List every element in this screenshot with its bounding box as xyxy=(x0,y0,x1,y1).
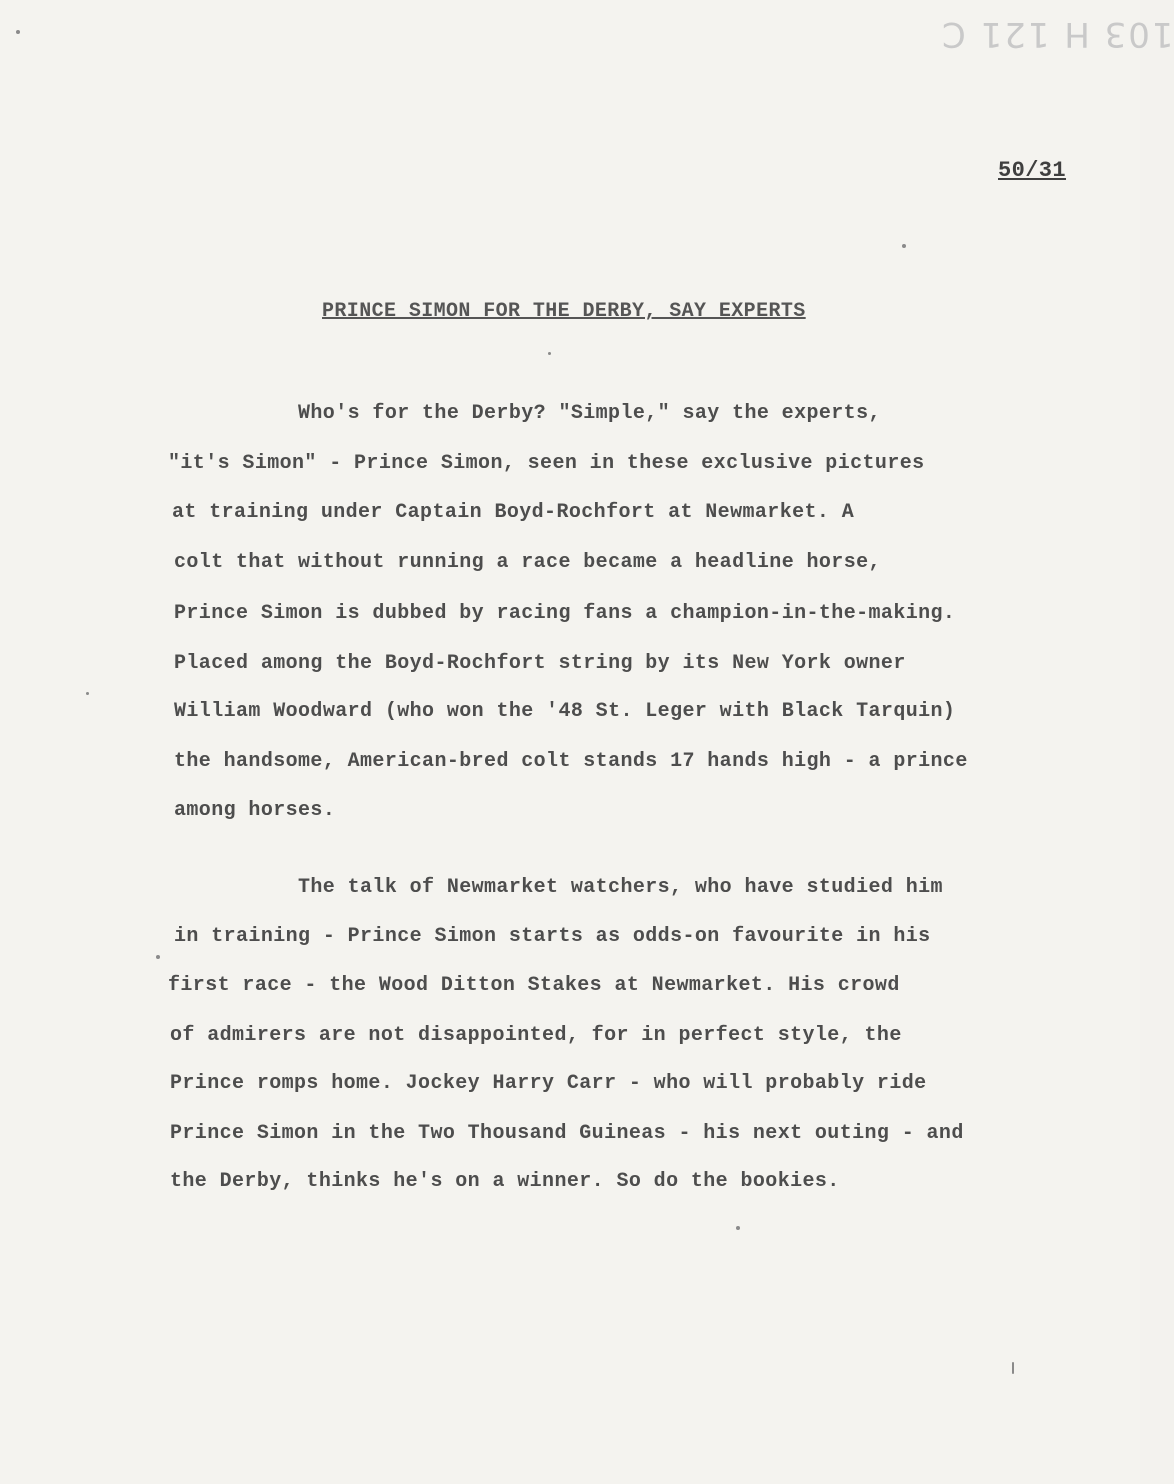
text-line: "it's Simon" - Prince Simon, seen in these exclusive pictures xyxy=(168,452,925,475)
text-line: The talk of Newmarket watchers, who have studied him xyxy=(298,876,943,899)
scan-speck xyxy=(736,1226,740,1230)
text-line: among horses. xyxy=(174,799,336,822)
page-number: 50/31 xyxy=(998,158,1067,183)
text-line: first race - the Wood Ditton Stakes at Newmarket. His crowd xyxy=(168,974,900,997)
scan-speck xyxy=(156,955,160,959)
document-title: PRINCE SIMON FOR THE DERBY, SAY EXPERTS xyxy=(322,300,806,323)
text-line: at training under Captain Boyd-Rochfort at Newmarket. A xyxy=(172,501,855,524)
text-line: Prince Simon is dubbed by racing fans a champion-in-the-making. xyxy=(174,602,956,625)
text-line: the Derby, thinks he's on a winner. So do the bookies. xyxy=(170,1170,840,1193)
text-line: in training - Prince Simon starts as odds-on favourite in his xyxy=(174,925,931,948)
scan-speck xyxy=(548,352,551,355)
scan-speck xyxy=(902,244,906,248)
text-line: Prince romps home. Jockey Harry Carr - who will probably ride xyxy=(170,1072,927,1095)
text-line: the handsome, American-bred colt stands 17 hands high - a prince xyxy=(174,750,968,773)
text-line: Who's for the Derby? "Simple," say the experts, xyxy=(298,402,881,425)
scan-speck xyxy=(1012,1362,1014,1374)
text-line: colt that without running a race became a headline horse, xyxy=(174,551,881,574)
scan-speck xyxy=(16,30,20,34)
scan-speck xyxy=(86,692,89,695)
handwritten-reference: 103 H 121 C xyxy=(940,14,1174,54)
text-line: of admirers are not disappointed, for in perfect style, the xyxy=(170,1024,902,1047)
text-line: William Woodward (who won the '48 St. Leger with Black Tarquin) xyxy=(174,700,956,723)
text-line: Placed among the Boyd-Rochfort string by its New York owner xyxy=(174,652,906,675)
text-line: Prince Simon in the Two Thousand Guineas - his next outing - and xyxy=(170,1122,964,1145)
